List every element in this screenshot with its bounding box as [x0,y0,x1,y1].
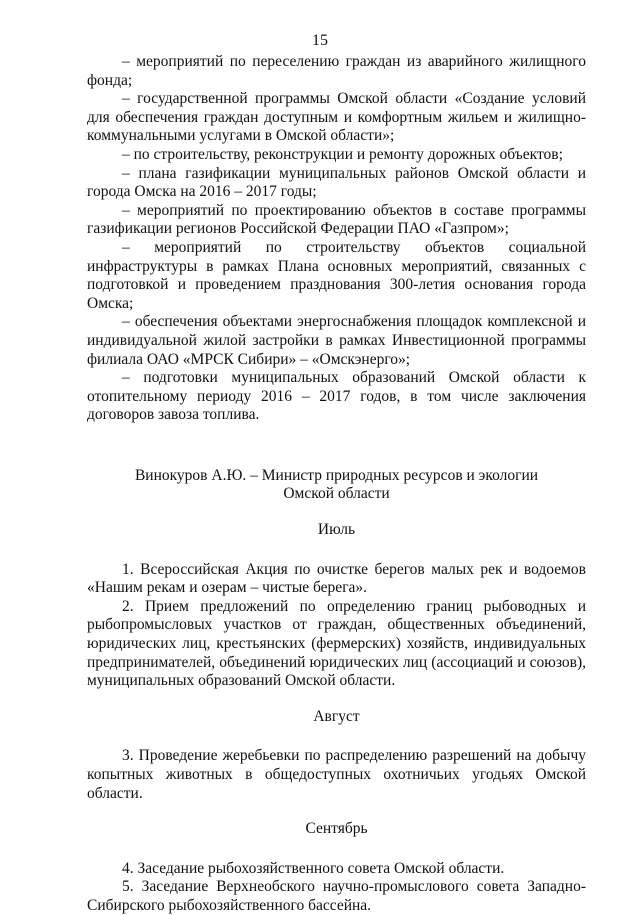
month-heading-september: Сентябрь [305,820,368,838]
list-item: – мероприятий по строительству объектов социальной инфраструктуры в рамках Плана основных мероприятий, связанных с подготовкой и проведением празднования 300-летия основания города Омска; [87,238,586,312]
month-heading-july: Июль [317,521,356,539]
list-item: – мероприятий по проектированию объектов в составе программы газификации регионов Российской Федерации ПАО «Газпром»; [87,201,586,238]
list-item: – плана газификации муниципальных районов Омской области и города Омска на 2016 – 2017 годы; [87,164,586,201]
list-item: – государственной программы Омской области «Создание условий для обеспечения граждан доступным и комфортным жильем и жилищно-коммунальными услугами в Омской области»; [87,90,586,145]
list-item: 1. Всероссийская Акция по очистке берегов малых рек и водоемов «Нашим рекам и озерам – чистые берега». [87,560,586,597]
list-item: 2. Прием предложений по определению границ рыбоводных и рыбопромысловых участков от граждан, общественных объединений, юридических лиц, крестьянских (фермерских) хозяйств, индивидуальных предпринимателей, объединений юридических лиц (ассоциаций и союзов), муниципальных образований Омской области. [87,597,586,690]
list-item: 5. Заседание Верхнеобского научно-промыслового совета Западно-Сибирского рыбохозяйственного бассейна. [87,878,586,914]
section-heading-line: Омской области [283,485,390,503]
page-number: 15 [312,32,328,49]
section-heading [87,467,586,504]
list-item: – обеспечения объектами энергоснабжения площадок комплексной и индивидуальной жилой застройки в рамках Инвестиционной программы филиала ОАО «МРСК Сибири» – «Омскэнерго»; [87,313,586,368]
list-item: – мероприятий по переселению граждан из аварийного жилищного фонда; [87,53,586,89]
month-heading-august: Август [313,707,360,725]
document-body [87,53,586,916]
list-item: – по строительству, реконструкции и ремонту дорожных объектов; [122,145,563,163]
section-heading-line: Винокуров А.Ю. – Министр природных ресурсов и экологии [134,466,539,484]
list-item: – подготовки муниципальных образований Омской области к отопительному периоду 2016 – 2017 годов, в том числе заключения договоров завоза топлива. [87,369,586,424]
list-item: 4. Заседание рыбохозяйственного совета Омской области. [122,859,505,877]
list-item: 3. Проведение жеребьевки по распределению разрешений на добычу копытных животных в общедоступных охотничьих угодьях Омской области. [87,747,586,802]
